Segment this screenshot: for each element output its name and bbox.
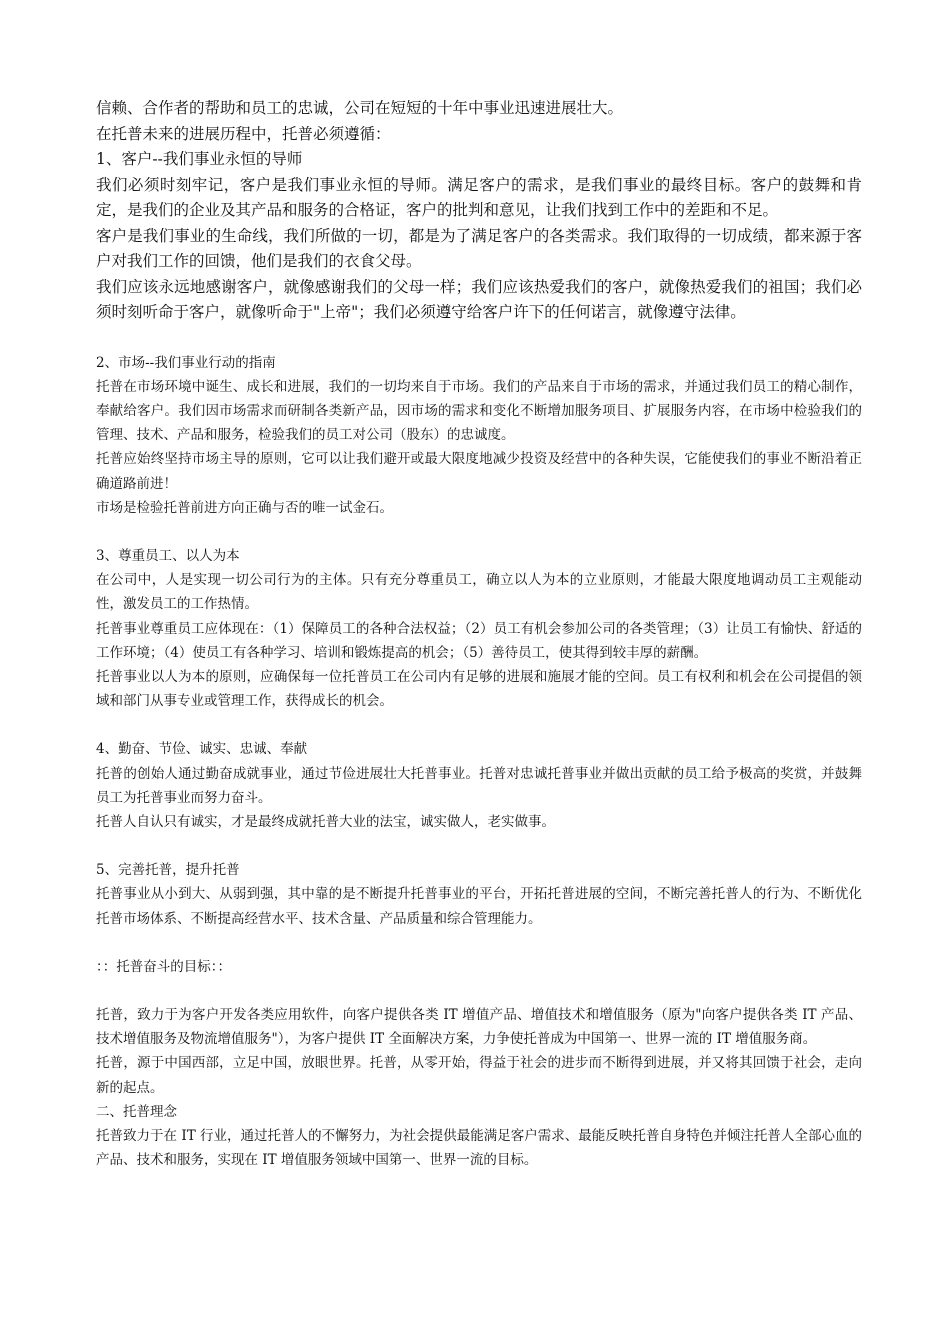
body-paragraph: 客户是我们事业的生命线，我们所做的一切，都是为了满足客户的各类需求。我们取得的一切成绩，都来源于客户对我们工作的回馈，他们是我们的衣食父母。	[96, 226, 862, 270]
section-heading-diligence: 4、勤奋、节俭、诚实、忠诚、奉献	[96, 741, 308, 758]
body-paragraph: 在托普未来的进展历程中，托普必须遵循：	[96, 124, 391, 143]
body-paragraph: 托普事业尊重员工应体现在：（1）保障员工的各种合法权益；（2）员工有机会参加公司的各类管理；（3）让员工有愉快、舒适的工作环境；（4）使员工有各种学习、培训和锻炼提高的机会；（5）善待员工，使其得到较丰厚的薪酬。	[96, 620, 862, 661]
body-paragraph: 托普事业从小到大、从弱到强，其中靠的是不断提升托普事业的平台，开拓托普进展的空间，不断完善托普人的行为、不断优化托普市场体系、不断提高经营水平、技术含量、产品质量和综合管理能力。	[96, 886, 862, 927]
body-paragraph: 托普，源于中国西部，立足中国，放眼世界。托普，从零开始，得益于社会的进步而不断得到进展，并又将其回馈于社会，走向新的起点。	[96, 1055, 862, 1096]
section-heading-employees: 3、尊重员工、以人为本	[96, 547, 240, 564]
body-paragraph: 我们必须时刻牢记，客户是我们事业永恒的导师。满足客户的需求，是我们事业的最终目标。客户的鼓舞和肯定，是我们的企业及其产品和服务的合格证，客户的批判和意见，让我们找到工作中的差距和不足。	[96, 175, 862, 219]
spacer	[96, 834, 862, 858]
spacer	[96, 979, 862, 1003]
goals-heading: ：：托普奋斗的目标：：	[96, 958, 231, 975]
body-paragraph: 托普人自认只有诚实，才是最终成就托普大业的法宝，诚实做人，老实做事。	[96, 813, 555, 830]
body-paragraph: 信赖、合作者的帮助和员工的忠诚，公司在短短的十年中事业迅速进展壮大。	[96, 99, 624, 117]
spacer	[96, 520, 862, 544]
body-paragraph: 我们应该永远地感谢客户，就像感谢我们的父母一样；我们应该热爱我们的客户，就像热爱我们的祖国；我们必须时刻听命于客户，就像听命于"上帝"；我们必须遵守给客户许下的任何诺言，就像遵守法律。	[96, 277, 862, 321]
section-heading-philosophy: 二、托普理念	[96, 1103, 177, 1120]
document-page	[96, 96, 862, 1172]
body-paragraph: 在公司中，人是实现一切公司行为的主体。只有充分尊重员工，确立以人为本的立业原则，才能最大限度地调动员工主观能动性，激发员工的工作热情。	[96, 572, 862, 613]
spacer	[96, 713, 862, 737]
body-paragraph: 托普在市场环境中诞生、成长和进展，我们的一切均来自于市场。我们的产品来自于市场的需求，并通过我们员工的精心制作，奉献给客户。我们因市场需求而研制各类新产品，因市场的需求和变化不断增加服务项目、扩展服务内容，在市场中检验我们的管理、技术、产品和服务，检验我们的员工对公司（股东）的忠诚度。	[96, 378, 862, 444]
body-paragraph: 托普应始终坚持市场主导的原则，它可以让我们避开或最大限度地减少投资及经营中的各种失误，它能使我们的事业不断沿着正确道路前进！	[96, 451, 862, 492]
section-heading-market: 2、市场--我们事业行动的指南	[96, 354, 276, 371]
body-paragraph: 托普事业以人为本的原则，应确保每一位托普员工在公司内有足够的进展和施展才能的空间。员工有权利和机会在公司提倡的领域和部门从事专业或管理工作，获得成长的机会。	[96, 668, 862, 710]
body-paragraph: 托普的创始人通过勤奋成就事业，通过节俭进展壮大托普事业。托普对忠诚托普事业并做出贡献的员工给予极高的奖赏，并鼓舞员工为托普事业而努力奋斗。	[96, 765, 862, 806]
section-heading-improve: 5、完善托普，提升托普	[96, 862, 240, 879]
body-paragraph: 托普致力于在 IT 行业，通过托普人的不懈努力，为社会提供最能满足客户需求、最能反映托普自身特色并倾注托普人全部心血的产品、技术和服务，实现在 IT 增值服务领域中国第一、世界一流的目标。	[96, 1127, 862, 1169]
section-heading-customer: 1、客户--我们事业永恒的导师	[96, 150, 303, 168]
body-paragraph: 市场是检验托普前进方向正确与否的唯一试金石。	[96, 499, 393, 516]
body-paragraph: 托普，致力于为客户开发各类应用软件，向客户提供各类 IT 增值产品、增值技术和增值服务（原为"向客户提供各类 IT 产品、技术增值服务及物流增值服务"），为客户提供 IT 全面解决方案，力争使托普成为中国第一、世界一流的 IT 增值服务商。	[96, 1006, 862, 1048]
spacer	[96, 326, 862, 351]
spacer	[96, 931, 862, 955]
